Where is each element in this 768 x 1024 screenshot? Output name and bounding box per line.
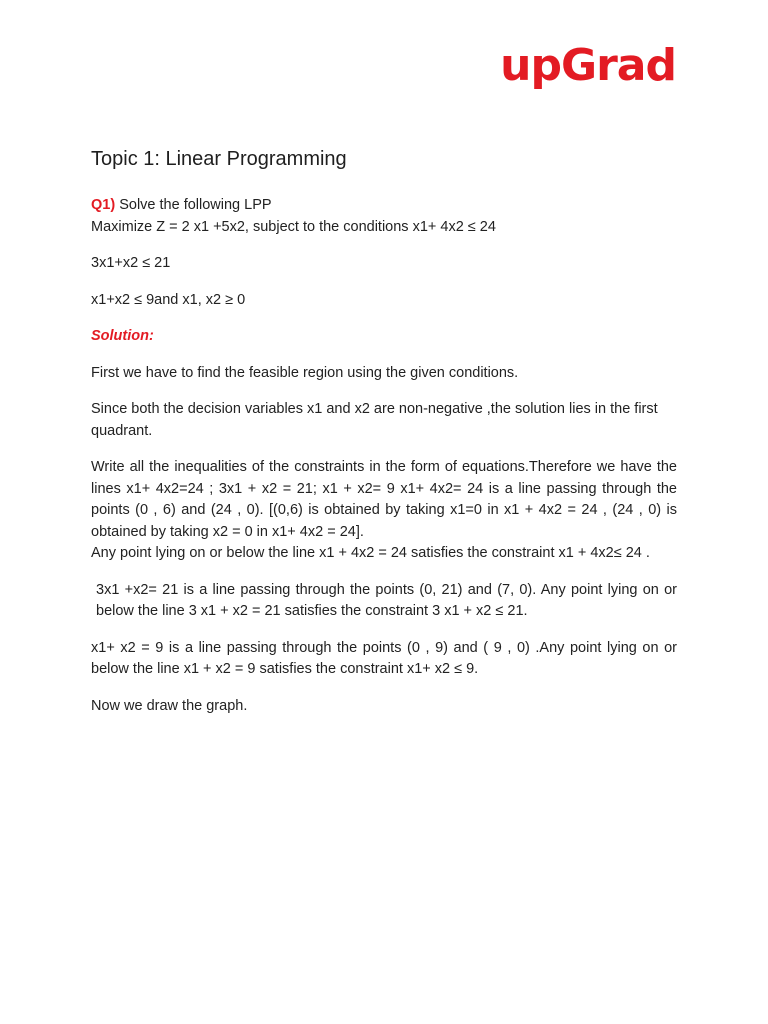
solution-paragraph-6: x1+ x2 = 9 is a line passing through the points (0 , 9) and ( 9 , 0) .Any point lying on or below the line x1 + x2 = 9 satisfies the constraint x1+ x2 ≤ 9.: [91, 639, 677, 677]
solution-paragraph-3: Write all the inequalities of the constraints in the form of equations.Therefore we have the lines x1+ 4x2=24 ; 3x1 + x2 = 21; x1 + x2= 9 x1+ 4x2= 24 is a line passing through the points (0 , 6) and (24 , 0). [(0,6) is obtained by taking x1=0 in x1 + 4x2 = 24 , (24 , 0) is obtained by taking x2 = 0 in x1+ 4x2 = 24].: [91, 459, 677, 540]
constraint-2: 3x1+x2 ≤ 21: [91, 255, 171, 271]
page-title: Topic 1: Linear Programming: [91, 148, 347, 170]
objective-function: Maximize Z = 2 x1 +5x2, subject to the conditions x1+ 4x2 ≤ 24: [91, 218, 496, 235]
solution-paragraph-2: Since both the decision variables x1 and x2 are non-negative ,the solution lies in the first quadrant.: [91, 401, 658, 439]
solution-paragraph-4: Any point lying on or below the line x1 + 4x2 = 24 satisfies the constraint x1 + 4x2≤ 24 .: [91, 545, 650, 561]
solution-paragraph-7: Now we draw the graph.: [91, 697, 248, 714]
document-body: [91, 145, 677, 732]
solution-heading: Solution:: [91, 328, 154, 344]
question-prompt: Solve the following LPP: [119, 197, 272, 213]
solution-paragraph-1: First we have to find the feasible region using the given conditions.: [91, 364, 519, 381]
question-prompt-line: [91, 195, 677, 217]
solution-paragraph-5: 3x1 +x2= 21 is a line passing through the points (0, 21) and (7, 0). Any point lying on or below the line 3 x1 + x2 = 21 satisfies the constraint 3 x1 + x2 ≤ 21.: [96, 581, 677, 619]
upgrad-logo: upGrad: [500, 40, 676, 91]
question-label: Q1): [91, 197, 116, 213]
constraint-3: x1+x2 ≤ 9and x1, x2 ≥ 0: [91, 291, 246, 308]
